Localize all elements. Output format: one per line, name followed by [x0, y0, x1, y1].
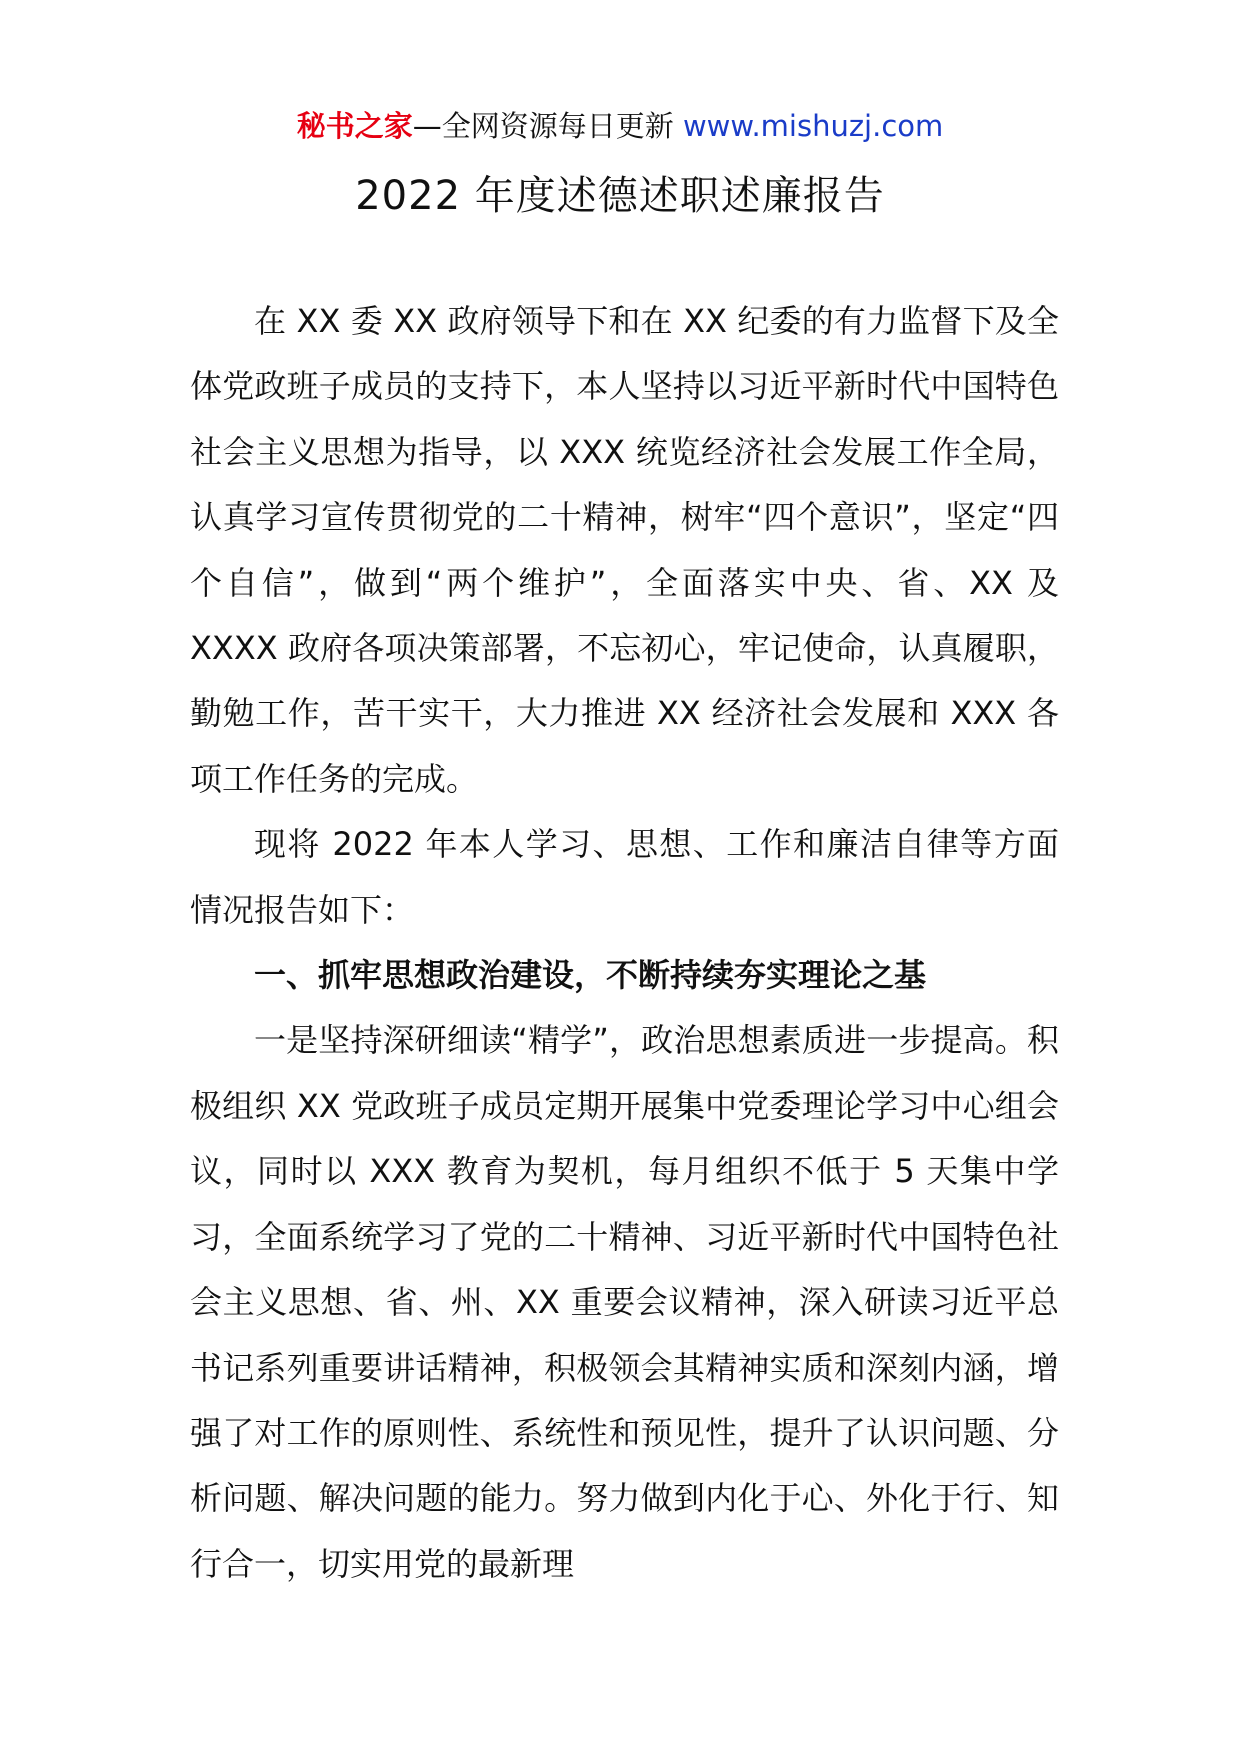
- section-heading: 一、抓牢思想政治建设，不断持续夯实理论之基: [254, 956, 927, 995]
- banner-url-link[interactable]: www.mishuzj.com: [682, 109, 944, 143]
- banner-tagline: —全网资源每日更新: [412, 109, 674, 143]
- body-paragraph-summary: 现将 2022 年本人学习、思想、工作和廉洁自律等方面情况报告如下：: [190, 825, 1059, 929]
- site-banner: [0, 104, 1240, 148]
- banner-brand: 秘书之家: [296, 109, 413, 143]
- document-body: [190, 289, 1059, 1597]
- section-paragraph: 一是坚持深研细读“精学”，政治思想素质进一步提高。积极组织 XX 党政班子成员定期开展集中党委理论学习中心组会议，同时以 XXX 教育为契机，每月组织不低于 5 天集中学习，全面系统学习了党的二十精神、习近平新时代中国特色社会主义思想、省、州、XX 重要会议精神，深入研读习近平总书记系列重要讲话精神，积极领会其精神实质和深刻内涵，增强了对工作的原则性、系统性和预见性，提升了认识问题、分析问题、解决问题的能力。努力做到内化于心、外化于行、知行合一，切实用党的最新理: [190, 1021, 1059, 1583]
- body-paragraph-intro: 在 XX 委 XX 政府领导下和在 XX 纪委的有力监督下及全体党政班子成员的支持下，本人坚持以习近平新时代中国特色社会主义思想为指导，以 XXX 统览经济社会发展工作全局，认真学习宣传贯彻党的二十精神，树牢“四个意识”，坚定“四个自信”，做到“两个维护”，全面落实中央、省、XX 及 XXXX 政府各项决策部署，不忘初心，牢记使命，认真履职，勤勉工作，苦干实干，大力推进 XX 经济社会发展和 XXX 各项工作任务的完成。: [190, 302, 1059, 798]
- document-title: 2022 年度述德述职述廉报告: [355, 173, 885, 219]
